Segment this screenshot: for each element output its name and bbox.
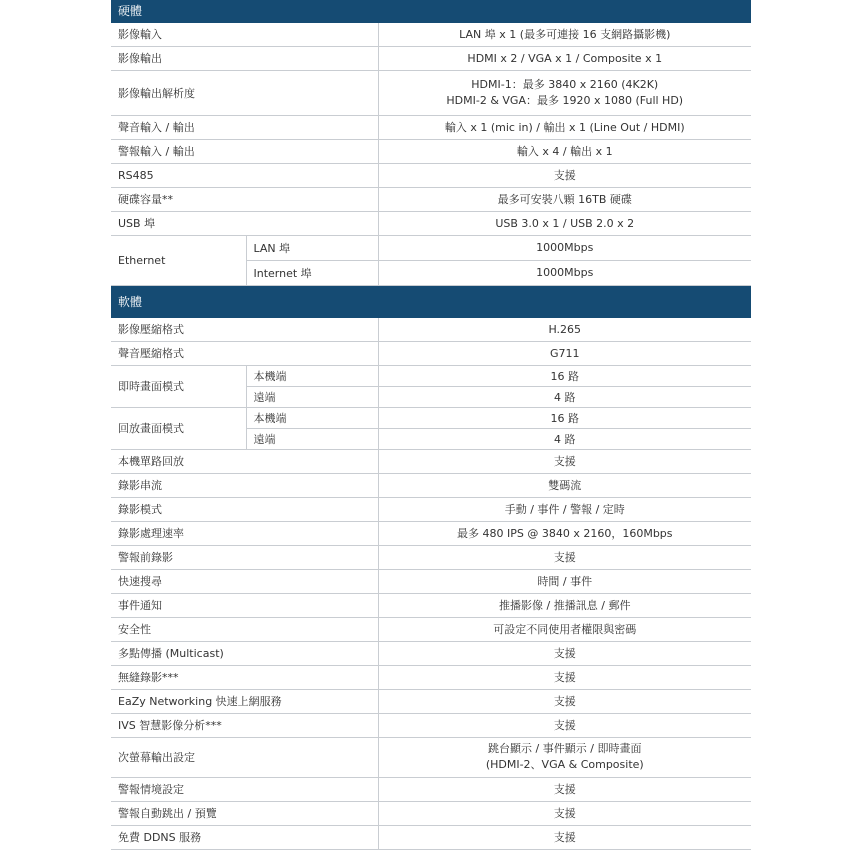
row-value: LAN 埠 x 1 (最多可連接 16 支網路攝影機) <box>378 22 751 46</box>
row-label: 無縫錄影*** <box>111 665 378 689</box>
table-row <box>111 569 751 593</box>
row-label: 聲音壓縮格式 <box>111 341 378 365</box>
table-row <box>111 163 751 187</box>
section-title: 軟體 <box>111 285 751 317</box>
table-row <box>111 713 751 737</box>
row-label: IVS 智慧影像分析*** <box>111 713 378 737</box>
table-row <box>111 211 751 235</box>
row-label: 安全性 <box>111 617 378 641</box>
row-value: 輸入 x 4 / 輸出 x 1 <box>378 139 751 163</box>
row-value: 16 路 <box>378 407 751 428</box>
row-value: 最多 480 IPS @ 3840 x 2160，160Mbps <box>378 521 751 545</box>
table-row <box>111 407 751 428</box>
table-row <box>111 70 751 115</box>
row-label: 次螢幕輸出設定 <box>111 737 378 777</box>
row-value: 支援 <box>378 449 751 473</box>
row-label: 警報輸入 / 輸出 <box>111 139 378 163</box>
row-label: 錄影串流 <box>111 473 378 497</box>
value-line: (HDMI-2、VGA & Composite) <box>485 758 644 771</box>
row-value: 支援 <box>378 545 751 569</box>
table-row <box>111 473 751 497</box>
row-label: 影像輸出 <box>111 46 378 70</box>
table-row <box>111 665 751 689</box>
sub-label: Internet 埠 <box>246 260 378 285</box>
row-value: 支援 <box>378 665 751 689</box>
section-header-software <box>111 285 751 317</box>
row-label: EaZy Networking 快速上網服務 <box>111 689 378 713</box>
row-label: 回放畫面模式 <box>111 407 246 449</box>
row-value: 最多可安裝八顆 16TB 硬碟 <box>378 187 751 211</box>
row-label: 影像輸入 <box>111 22 378 46</box>
table-row <box>111 317 751 341</box>
table-row <box>111 737 751 777</box>
sub-label: 本機端 <box>246 365 378 386</box>
table-row <box>111 341 751 365</box>
row-label: 影像壓縮格式 <box>111 317 378 341</box>
row-value: HDMI x 2 / VGA x 1 / Composite x 1 <box>378 46 751 70</box>
row-value: 1000Mbps <box>378 235 751 260</box>
row-value: 支援 <box>378 825 751 849</box>
row-value: 1000Mbps <box>378 260 751 285</box>
table-row <box>111 22 751 46</box>
row-label: 聲音輸入 / 輸出 <box>111 115 378 139</box>
table-row <box>111 449 751 473</box>
row-value: 16 路 <box>378 365 751 386</box>
table-row <box>111 187 751 211</box>
value-line: 跳台顯示 / 事件顯示 / 即時畫面 <box>488 742 642 755</box>
row-value: 推播影像 / 推播訊息 / 郵件 <box>378 593 751 617</box>
row-value <box>378 737 751 777</box>
row-value: 輸入 x 1 (mic in) / 輸出 x 1 (Line Out / HDMI) <box>378 115 751 139</box>
row-value: 時間 / 事件 <box>378 569 751 593</box>
sub-label: 本機端 <box>246 407 378 428</box>
table-row <box>111 617 751 641</box>
row-value: 支援 <box>378 689 751 713</box>
row-value: 可設定不同使用者權限與密碼 <box>378 617 751 641</box>
table-row <box>111 777 751 801</box>
row-label: 即時畫面模式 <box>111 365 246 407</box>
row-label: 免費 DDNS 服務 <box>111 825 378 849</box>
spec-table <box>111 0 751 850</box>
row-label: 本機單路回放 <box>111 449 378 473</box>
table-row <box>111 593 751 617</box>
row-label: Ethernet <box>111 235 246 285</box>
row-value: 手動 / 事件 / 警報 / 定時 <box>378 497 751 521</box>
row-label: 警報前錄影 <box>111 545 378 569</box>
row-label: RS485 <box>111 163 378 187</box>
table-row <box>111 497 751 521</box>
row-value: 支援 <box>378 163 751 187</box>
row-label: 警報情境設定 <box>111 777 378 801</box>
row-value <box>378 70 751 115</box>
table-row <box>111 46 751 70</box>
table-row <box>111 825 751 849</box>
row-value: USB 3.0 x 1 / USB 2.0 x 2 <box>378 211 751 235</box>
sub-label: 遠端 <box>246 428 378 449</box>
row-value: 4 路 <box>378 428 751 449</box>
row-label: 警報自動跳出 / 預覽 <box>111 801 378 825</box>
table-row <box>111 235 751 260</box>
row-value: G711 <box>378 341 751 365</box>
row-label: USB 埠 <box>111 211 378 235</box>
value-line: HDMI-1：最多 3840 x 2160 (4K2K) <box>471 77 659 91</box>
row-label: 事件通知 <box>111 593 378 617</box>
row-value: 支援 <box>378 777 751 801</box>
sub-label: LAN 埠 <box>246 235 378 260</box>
table-row <box>111 545 751 569</box>
row-label: 硬碟容量** <box>111 187 378 211</box>
row-value: 雙碼流 <box>378 473 751 497</box>
table-row <box>111 641 751 665</box>
row-value: 4 路 <box>378 386 751 407</box>
row-label: 影像輸出解析度 <box>111 70 378 115</box>
row-value: H.265 <box>378 317 751 341</box>
row-label: 錄影模式 <box>111 497 378 521</box>
value-line: HDMI-2 & VGA：最多 1920 x 1080 (Full HD) <box>446 93 684 107</box>
sub-label: 遠端 <box>246 386 378 407</box>
row-value: 支援 <box>378 713 751 737</box>
table-row <box>111 139 751 163</box>
table-row <box>111 365 751 386</box>
row-value: 支援 <box>378 801 751 825</box>
table-row <box>111 115 751 139</box>
row-label: 錄影處理速率 <box>111 521 378 545</box>
row-label: 快速搜尋 <box>111 569 378 593</box>
row-label: 多點傳播 (Multicast) <box>111 641 378 665</box>
section-header-hardware <box>111 0 751 22</box>
row-value: 支援 <box>378 641 751 665</box>
table-row <box>111 801 751 825</box>
table-row <box>111 521 751 545</box>
table-row <box>111 689 751 713</box>
section-title: 硬體 <box>111 0 751 22</box>
